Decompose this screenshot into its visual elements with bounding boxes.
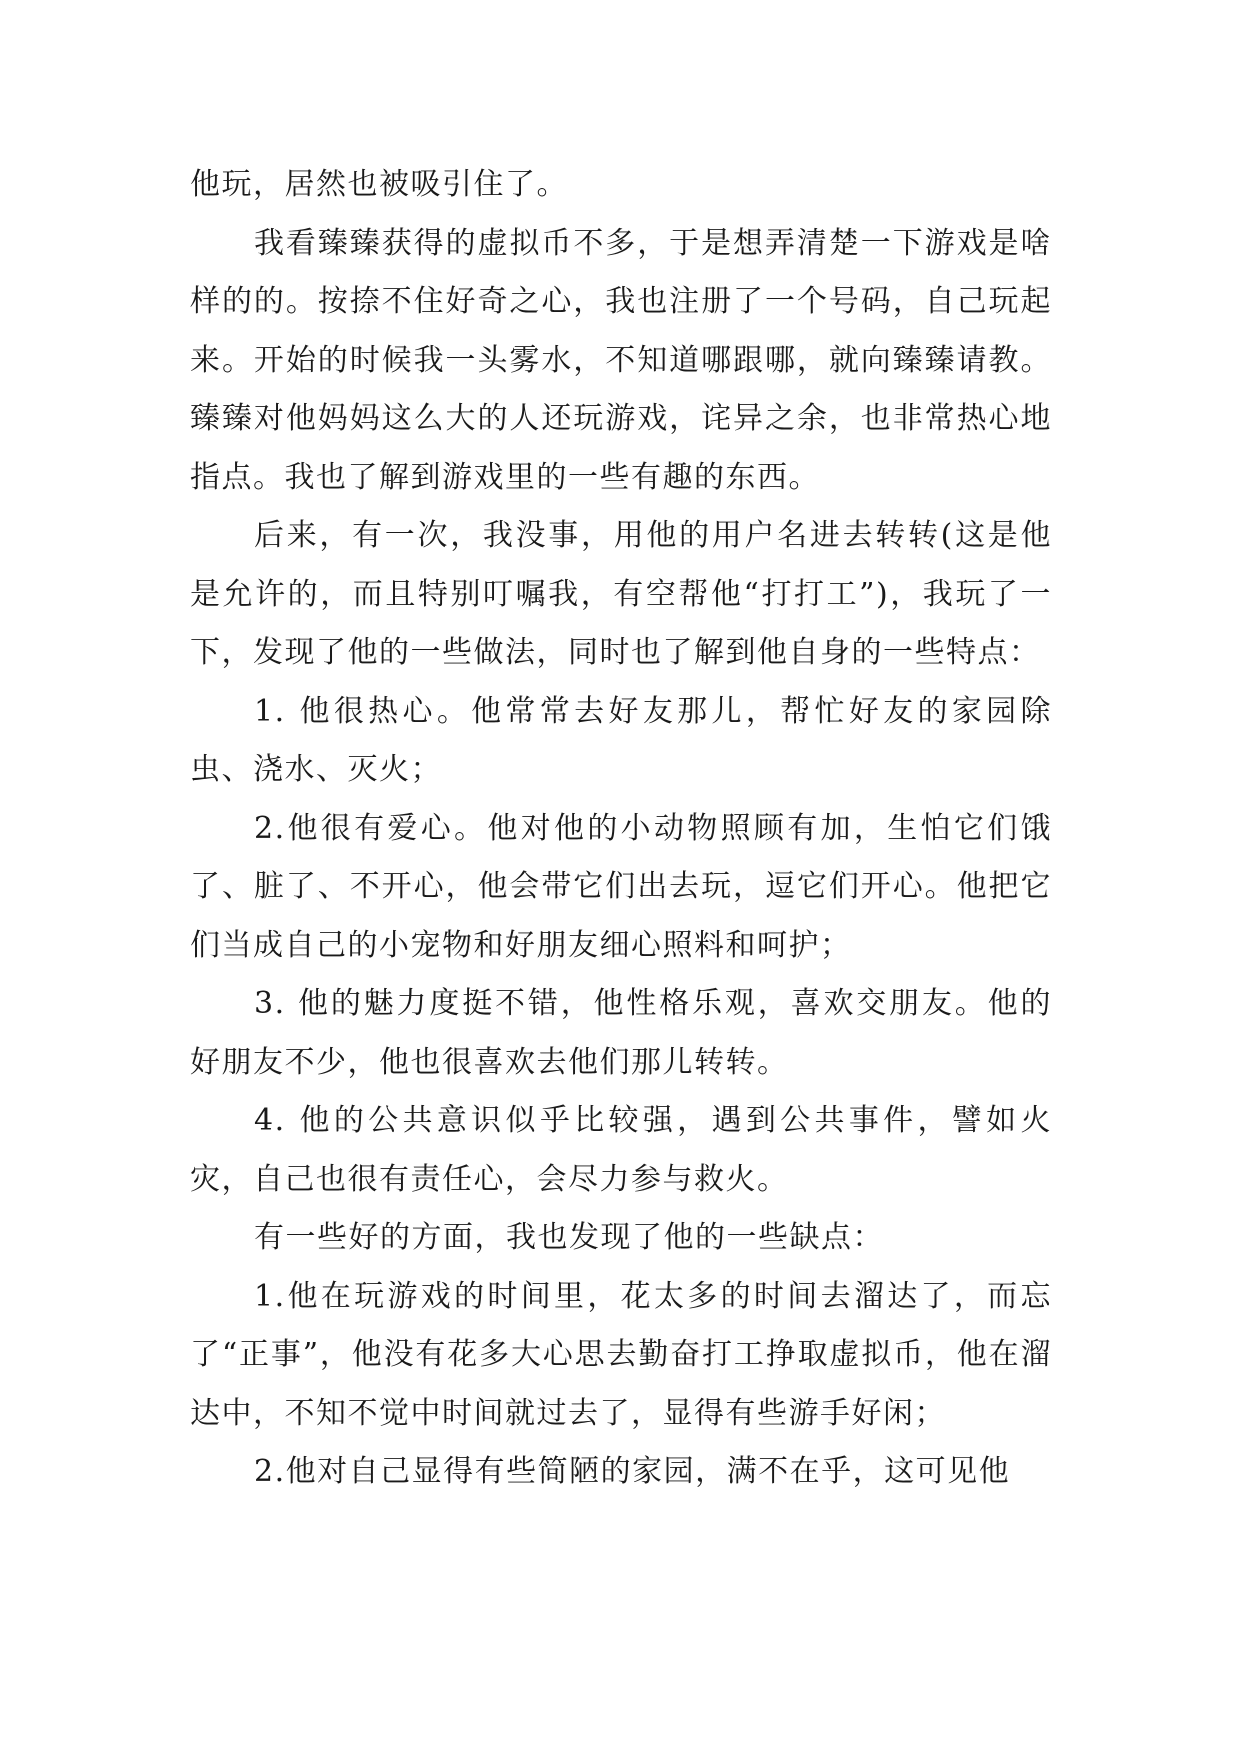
- paragraph-1: 他玩，居然也被吸引住了。: [190, 167, 568, 202]
- paragraph-6: 3. 他的魅力度挺不错，他性格乐观，喜欢交朋友。他的好朋友不少，他也很喜欢去他们那儿转转。: [190, 986, 1052, 1080]
- document-body: [190, 156, 1052, 1502]
- paragraph-5: 2.他很有爱心。他对他的小动物照顾有加，生怕它们饿了、脏了、不开心，他会带它们出去玩，逗它们开心。他把它们当成自己的小宠物和好朋友细心照料和呵护；: [190, 810, 1052, 963]
- paragraph-9: 1.他在玩游戏的时间里，花太多的时间去溜达了，而忘了“正事”，他没有花多大心思去勤奋打工挣取虚拟币，他在溜达中，不知不觉中时间就过去了，显得有些游手好闲；: [190, 1278, 1052, 1431]
- paragraph-2: 我看臻臻获得的虚拟币不多，于是想弄清楚一下游戏是啥样的的。按捺不住好奇之心，我也注册了一个号码，自己玩起来。开始的时候我一头雾水，不知道哪跟哪，就向臻臻请教。臻臻对他妈妈这么大的人还玩游戏，诧异之余，也非常热心地指点。我也了解到游戏里的一些有趣的东西。: [190, 225, 1052, 495]
- paragraph-4: 1. 他很热心。他常常去好友那儿，帮忙好友的家园除虫、浇水、灭火；: [190, 693, 1052, 787]
- paragraph-8: 有一些好的方面，我也发现了他的一些缺点：: [254, 1220, 884, 1255]
- paragraph-10: 2.他对自己显得有些简陋的家园，满不在乎，这可见他: [254, 1454, 1011, 1489]
- paragraph-3: 后来，有一次，我没事，用他的用户名进去转转(这是他是允许的，而且特别叮嘱我，有空帮他“打打工”)，我玩了一下，发现了他的一些做法，同时也了解到他自身的一些特点：: [190, 518, 1052, 670]
- paragraph-7: 4. 他的公共意识似乎比较强，遇到公共事件，譬如火灾，自己也很有责任心，会尽力参与救火。: [190, 1103, 1052, 1197]
